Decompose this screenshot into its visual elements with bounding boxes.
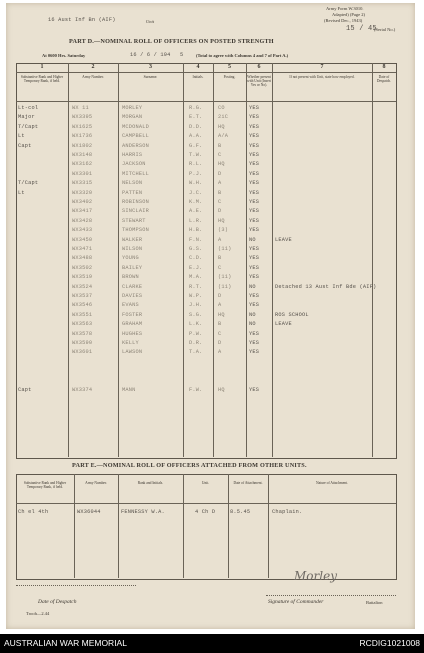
column-header: Army Number. [82,75,104,79]
surname-cell: SINCLAIR [122,208,150,215]
rank-cell: Capt [18,142,32,149]
surname-cell: DAVIES [122,293,143,299]
army-number-cell: WX3471 [72,246,93,252]
present-cell: YES [249,255,260,262]
part-e-column-rule [183,474,184,578]
surname-cell: ANDERSON [122,142,150,149]
army-number-cell: WX3162 [72,161,93,168]
present-cell: YES [249,142,260,149]
present-cell: YES [249,170,260,177]
total-note: (Total to agree with Columns 4 and 7 of Part A.) [196,53,289,58]
present-cell: YES [249,227,260,234]
unit-name: 16 Aust Inf Bn (AIF) [48,17,116,23]
initials-cell: S.G. [189,311,203,318]
initials-cell: G.F. [189,142,203,149]
surname-cell: YOUNG [122,255,139,262]
unit-label: Unit [146,19,155,24]
initials-cell: W.P. [189,293,203,299]
archive-bar [0,634,424,653]
posting-cell: (11) [218,246,232,252]
table-row [6,246,406,255]
table-row [6,331,406,340]
army-number-cell: WX3590 [72,340,93,346]
column-header: Surname. [143,75,158,79]
part-e-column-header: Army Number. [85,481,107,485]
posting-cell: HQ [218,123,225,130]
unit-cell: 4 Ch D [195,509,216,515]
column-number: 2 [91,64,95,70]
surname-cell: BROWN [122,274,139,281]
army-number-cell: WX3502 [72,264,93,271]
initials-cell: G.S. [189,246,203,252]
surname-cell: MORGAN [122,114,143,121]
surname-cell: KELLY [122,340,139,346]
initials-cell: A.A. [189,133,203,140]
table-row [6,387,406,396]
employment-cell: Detached 13 Aust Inf Bde (AIF) [275,283,377,290]
part-e-column-header: Nature of Attachment. [315,481,349,485]
posting-cell: (11) [218,274,232,281]
posting-cell: HQ [218,161,225,168]
rank-cell: T/Capt [18,180,39,187]
column-number: 3 [149,64,152,70]
surname-cell: MANN [122,387,136,393]
present-cell: NO [249,236,256,243]
present-cell: YES [249,387,260,393]
surname-cell: WILSON [122,246,143,252]
posting-cell: D [218,340,222,346]
army-number-cell: WX3546 [72,302,93,309]
surname-cell: ROBINSON [122,199,150,205]
posting-cell: C [218,199,222,205]
surname-cell: MORLEY [122,105,143,111]
header-rule [16,101,396,102]
table-row [6,321,406,330]
column-header: Date of Despatch. [376,75,392,83]
surname-cell: NELSON [122,180,143,187]
army-number-cell: WX3315 [72,180,93,187]
table-row [6,124,406,133]
attachment-date-cell: 8.5.45 [230,509,251,515]
surname-cell: HARRIS [122,152,143,158]
table-row [6,218,406,227]
present-cell: YES [249,133,260,140]
column-header: Whether present with Unit (Insert Yes or No). [247,75,271,87]
posting-cell: CO [218,105,225,111]
table-row [6,143,406,152]
initials-cell: D.D. [189,123,203,130]
initials-cell: E.J. [189,264,203,271]
table-row [6,199,406,208]
serial-number: 15 / 45 [346,25,377,33]
rank-cell: Lt [18,133,25,140]
initials-cell: J.C. [189,189,203,196]
part-e-column-header: Substantive Rank and Higher Temporary Rank, if held. [23,481,67,489]
present-cell: YES [249,105,260,111]
posting-cell: B [218,142,222,149]
army-form: Army Form W.3010. [326,6,364,11]
army-number-cell: WX 11 [72,105,89,111]
army-number-cell: WX3395 [72,114,93,121]
table-row [6,302,406,311]
initials-cell: P.W. [189,330,203,337]
army-number-cell: WX3428 [72,217,93,224]
surname-cell: LAWSON [122,349,143,356]
present-cell: YES [249,349,260,356]
present-cell: NO [249,321,256,328]
year-suffix: 5 [180,52,184,58]
printer-note: Trooh—2.44 [26,611,50,616]
posting-cell: 2iC [218,114,229,121]
part-e-column-rule [74,474,75,578]
posting-cell: B [218,321,222,328]
part-e-column-header: Unit. [201,481,210,485]
date-prefix: At 0600 Hrs. Saturday [42,53,86,58]
initials-cell: R.G. [189,105,203,111]
initials-cell: R.T. [189,283,203,290]
initials-cell: A.E. [189,208,203,215]
present-cell: YES [249,217,260,224]
part-e-row [6,509,406,518]
surname-cell: HUGHES [122,330,143,337]
surname-cell: EVANS [122,302,139,309]
initials-cell: E.T. [189,114,203,121]
posting-cell: D [218,208,222,215]
table-row [6,105,406,114]
surname-cell: GRAHAM [122,321,143,328]
employment-cell: LEAVE [275,321,292,328]
table-row [6,114,406,123]
table-row [6,349,406,358]
present-cell: NO [249,311,256,318]
table-row [6,293,406,302]
table-row [6,227,406,236]
army-number-cell: WX3417 [72,208,93,215]
column-number: 6 [257,64,261,70]
rank-cell: Ch el 4th [18,509,49,515]
present-cell: YES [249,264,260,271]
table-row [6,133,406,142]
army-number-cell: WX3301 [72,170,93,177]
initials-cell: T.W. [189,152,203,158]
column-number: 4 [196,64,200,70]
present-cell: YES [249,123,260,130]
posting-cell: B [218,189,222,196]
present-cell: YES [249,340,260,346]
table-row [6,340,406,349]
column-number: 8 [382,64,386,70]
initials-cell: F.N. [189,236,203,243]
surname-cell: BAILEY [122,264,143,271]
document-sheet [6,3,415,629]
initials-cell: T.A. [189,349,203,356]
present-cell: YES [249,274,260,281]
attachment-nature-cell: Chaplain. [272,509,303,515]
army-number-cell: WX3519 [72,274,93,281]
surname-cell: MCDONALD [122,123,150,130]
posting-cell: (3) [218,227,229,234]
present-cell: YES [249,114,260,121]
present-cell: YES [249,208,260,215]
column-header: Posting. [223,75,236,79]
posting-cell: HQ [218,311,225,318]
army-number-cell: WX3578 [72,330,93,337]
army-number-cell: WX36044 [77,509,101,515]
part-e-column-rule [268,474,269,578]
present-cell: YES [249,161,260,168]
present-cell: YES [249,293,260,299]
initials-cell: J.H. [189,302,203,309]
column-header: If not present with Unit, state how employed. [289,75,355,79]
adapted-note: Adapted) (Page 2) [332,12,365,17]
posting-cell: A [218,349,222,356]
table-row [6,284,406,293]
army-number-cell: WX3563 [72,321,93,328]
rank-cell: T/Capt [18,123,39,130]
present-cell: YES [249,152,260,158]
present-cell: NO [249,283,256,290]
initials-cell: D.R. [189,340,203,346]
army-number-cell: WX3148 [72,152,93,158]
initials-cell: M.A. [189,274,203,281]
part-e-column-rule [118,474,119,578]
posting-cell: A [218,302,222,309]
army-number-cell: WX1802 [72,142,93,149]
employment-cell: LEAVE [275,236,292,243]
table-row [6,208,406,217]
posting-cell: D [218,170,222,177]
present-cell: YES [249,330,260,337]
army-number-cell: WX3524 [72,283,93,290]
part-d-title: PART D.—NOMINAL ROLL OF OFFICERS ON POSTED STRENGTH [69,38,274,45]
posting-cell: A [218,236,222,243]
table-row [6,190,406,199]
posting-cell: C [218,264,222,271]
part-e-column-header: Rank and Initials. [137,481,164,485]
rank-cell: Major [18,114,35,121]
table-row [6,237,406,246]
army-number-cell: WX3450 [72,236,93,243]
serial-label: (Serial No.) [374,27,396,32]
posting-cell: D [218,293,222,299]
present-cell: YES [249,246,260,252]
posting-cell: C [218,152,222,158]
surname-cell: WALKER [122,236,143,243]
column-header: Initials. [192,75,204,79]
present-cell: YES [249,189,260,196]
army-number-cell: WX3433 [72,227,93,234]
rank-cell: Capt [18,387,32,393]
posting-cell: B [218,255,222,262]
part-e-column-header: Date of Attachment. [233,481,263,485]
army-number-cell: WX3488 [72,255,93,262]
surname-cell: FOSTER [122,311,143,318]
column-header: Substantive Rank and Higher Temporary Rank, if held. [20,75,64,83]
signature-label: Signature of Commander [268,599,324,605]
army-number-cell: WX3551 [72,311,93,318]
surname-cell: CLARKE [122,283,143,290]
posting-cell: HQ [218,217,225,224]
rank-cell: Lt [18,189,25,196]
signature-line [266,595,396,596]
surname-cell: PATTEN [122,189,143,196]
rank-cell: Lt-col [18,105,39,111]
army-number-cell: WX1736 [72,133,93,140]
initials-cell: H.B. [189,227,203,234]
col-number-rule [16,72,396,73]
army-number-cell: WX3402 [72,199,93,205]
employment-cell: ROS SCHOOL [275,311,309,318]
archive-id: RCDIG1021008 [359,638,420,648]
present-cell: YES [249,199,260,205]
surname-cell: STEWART [122,217,146,224]
posting-cell: (11) [218,283,232,290]
posting-cell: C [218,330,222,337]
present-cell: YES [249,180,260,187]
revised-note: (Revised Dec., 1943) [324,18,363,23]
table-row [6,171,406,180]
part-e-column-rule [228,474,229,578]
initials-cell: L.K. [189,321,203,328]
initials-cell: R.L. [189,161,203,168]
table-row [6,274,406,283]
table-row [6,161,406,170]
part-e-title: PART E.—NOMINAL ROLL OF OFFICERS ATTACHED FROM OTHER UNITS. [72,462,307,469]
initials-cell: L.R. [189,217,203,224]
table-row [6,312,406,321]
initials-cell: K.M. [189,199,203,205]
table-row [6,180,406,189]
surname-cell: JACKSON [122,161,146,168]
archive-name: AUSTRALIAN WAR MEMORIAL [4,638,127,648]
initials-cell: P.J. [189,170,203,177]
table-row [6,152,406,161]
posting-cell: A [218,180,222,187]
army-number-cell: WX3320 [72,189,93,196]
army-number-cell: WX3537 [72,293,93,299]
initials-cell: C.D. [189,255,203,262]
surname-cell: CAMPBELL [122,133,150,140]
posting-cell: A/A [218,133,229,140]
name-cell: FENNESSY W.A. [121,509,165,515]
army-number-cell: WX3374 [72,387,93,393]
column-number: 5 [228,64,231,70]
army-number-cell: WX3601 [72,349,93,356]
despatch-line [16,585,136,586]
posting-cell: HQ [218,387,225,393]
part-e-header-rule [16,503,396,504]
column-number: 7 [320,64,324,70]
initials-cell: W.H. [189,180,203,187]
initials-cell: F.W. [189,387,203,393]
surname-cell: MITCHELL [122,170,150,177]
date-value: 16 / 6 / 194 [130,52,171,58]
commander-signature: Morley [294,569,337,583]
surname-cell: THOMPSON [122,227,150,234]
column-number: 1 [40,64,44,70]
army-number-cell: WX1625 [72,123,93,130]
table-row [6,265,406,274]
battalion-label: Battalion [366,600,383,605]
present-cell: YES [249,302,260,309]
table-row [6,255,406,264]
date-of-despatch-label: Date of Despatch [38,599,77,605]
